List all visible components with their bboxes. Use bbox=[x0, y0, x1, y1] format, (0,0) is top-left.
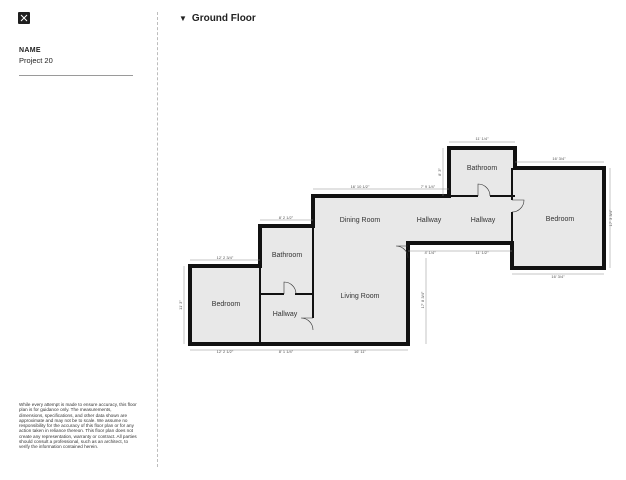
room-label-bathroom-upper: Bathroom bbox=[466, 165, 498, 172]
hallway-left-fill bbox=[260, 294, 313, 344]
room-label-hallway-left: Hallway bbox=[272, 311, 298, 318]
bathroom-upper-fill bbox=[449, 148, 515, 196]
floor-title-text: Ground Floor bbox=[191, 13, 256, 24]
room-label-bedroom-right: Bedroom bbox=[545, 216, 575, 223]
room-label-bathroom-left: Bathroom bbox=[271, 252, 303, 259]
dim-dining-width: 16' 10 1/2" bbox=[350, 184, 370, 189]
project-name-value: Project 20 bbox=[19, 56, 53, 65]
room-label-living-room: Living Room bbox=[340, 293, 380, 300]
room-label-bedroom-left: Bedroom bbox=[211, 301, 241, 308]
dim-bathroom-left-width: 8' 2 1/2" bbox=[278, 215, 294, 220]
dim-living-depth: 17' 8 3/4" bbox=[420, 291, 425, 309]
disclaimer-text: While every attempt is made to ensure accuracy, this floor plan is for guidance only. The measurements, dimensions, specifications, and other data shown are approximate and may not be to scale. We assume no responsibility for the accuracy of this floor plan or for any action taken in reliance thereon. This floor plan does not create any representation, warranty or contract. All parties should consult a professional, such as an architect, to verify the information contained herein. bbox=[19, 402, 137, 450]
project-name-label: NAME bbox=[19, 47, 41, 54]
dim-hall-left-bottom: 8' 1 1/4" bbox=[278, 349, 294, 354]
bathroom-left-fill bbox=[260, 226, 313, 294]
room-label-dining-room: Dining Room bbox=[339, 217, 381, 224]
dim-living-bottom: 16' 11" bbox=[354, 349, 366, 354]
dim-bathroom-upper-width: 11' 1/4" bbox=[475, 136, 489, 141]
dim-bathroom-upper-depth: 8' 3" bbox=[437, 168, 442, 176]
dim-hall-bottom-right: 11' 1/2" bbox=[475, 250, 489, 255]
room-label-hallway-right: Hallway bbox=[470, 217, 496, 224]
dim-bedroom-left-width: 12' 2 3/4" bbox=[216, 255, 234, 260]
dim-bedroom-left-depth: 11' 3" bbox=[178, 300, 183, 310]
dim-bedroom-right-width: 16' 3/4" bbox=[552, 156, 566, 161]
dim-bedroom-left-bottom: 12' 2 1/2" bbox=[216, 349, 234, 354]
dim-hall-bottom-left: 4' 1/4" bbox=[424, 250, 436, 255]
dim-bedroom-right-depth: 17' 3 3/4" bbox=[608, 209, 613, 227]
triangle-down-icon[interactable]: ▼ bbox=[179, 14, 187, 23]
room-label-hallway-center: Hallway bbox=[416, 217, 442, 224]
dim-hall-width: 7' 9 1/4" bbox=[420, 184, 436, 189]
dim-bedroom-right-bottom: 16' 3/4" bbox=[551, 274, 565, 279]
